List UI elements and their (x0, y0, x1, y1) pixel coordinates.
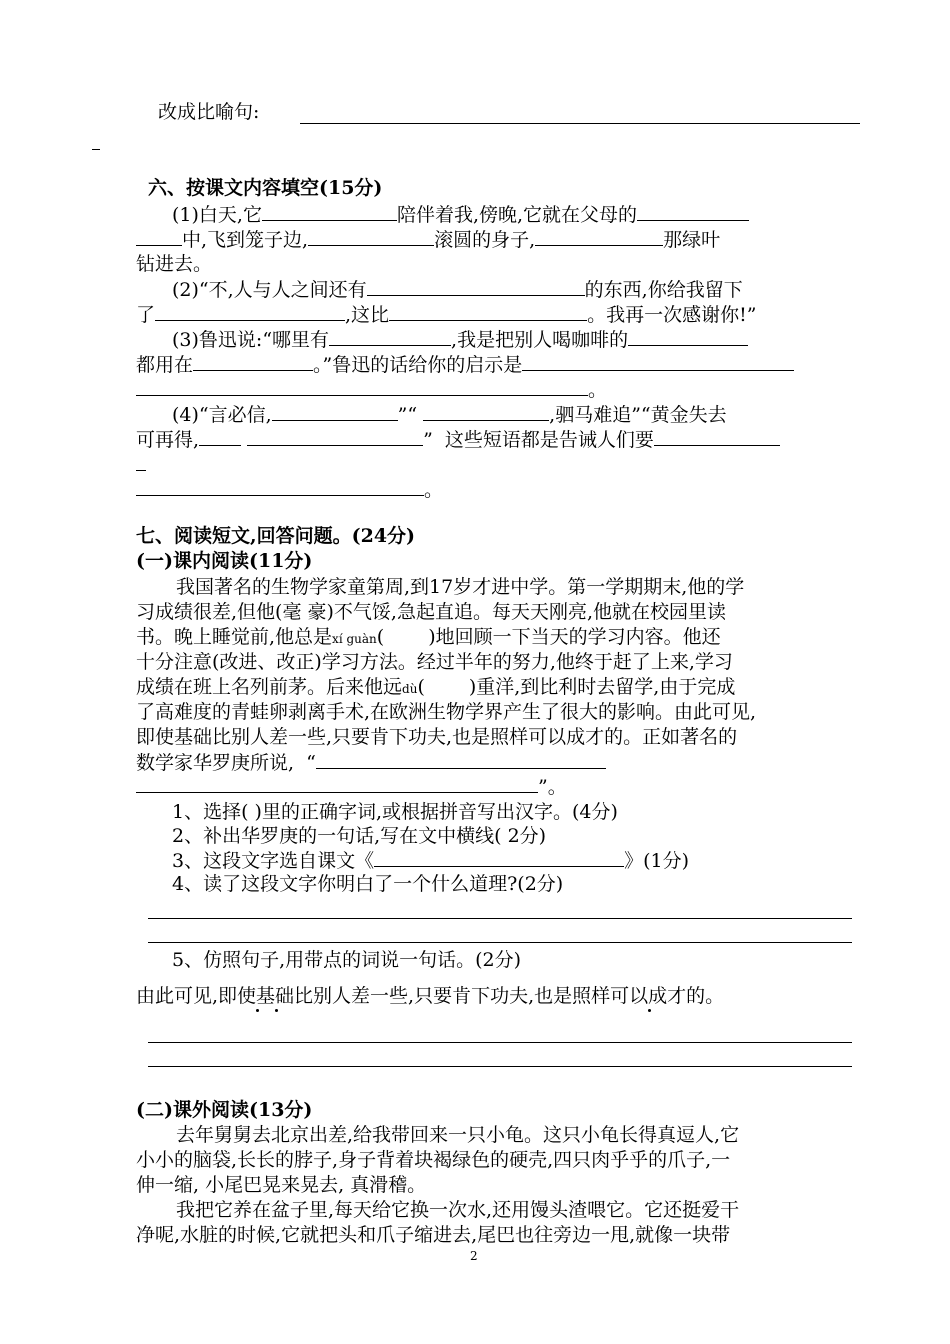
q1-line-1: (1)白天,它 陪伴着我,傍晚,它就在父母的 (172, 202, 749, 227)
passage-1-line-1: 我国著名的生物学家童第周,到17岁才进中学。第一学期期末,他的学 (176, 576, 745, 598)
passage-2-line-2: 小小的脑袋,长长的脖子,身子背着块褐绿色的硬壳,四只肉乎乎的爪子,一 (136, 1149, 731, 1171)
q1-blank-1[interactable] (262, 202, 397, 221)
answer-line-5a[interactable] (148, 1042, 852, 1043)
q4-line-1: (4)“言必信, ”“ ,驷马难追”“黄金失去 (172, 404, 727, 426)
emphasis-dot-ye (648, 1009, 651, 1012)
rewrite-simile-label: 改成比喻句: (158, 101, 260, 123)
question-5: 5、仿照句子,用带点的词说一句话。(2分) (172, 949, 522, 971)
passage-1-line-7: 即使基础比别人差一些,只要肯下功夫,也是照样可以成才的。正如著名的 (136, 726, 738, 748)
passage-1-line-5: 成绩在班上名列前茅。后来他远dù( )重洋,到比利时去留学,由于完成 (136, 676, 736, 698)
stray-underline (92, 149, 100, 150)
q4-blank-4[interactable] (247, 427, 423, 446)
q1-blank-3[interactable] (308, 227, 434, 246)
hua-luogeng-quote-blank-2[interactable] (136, 774, 538, 793)
question-2: 2、补出华罗庚的一句话,写在文中横线( 2分) (172, 825, 547, 847)
q4-blank-5[interactable] (654, 427, 780, 446)
answer-line-4a[interactable] (148, 918, 852, 919)
passage-2-line-5: 净呢,水脏的时候,它就把头和爪子缩进去,尾巴也往旁边一甩,就像一块带 (136, 1224, 731, 1246)
question-1: 1、选择( )里的正确字词,或根据拼音写出汉字。(4分) (172, 801, 618, 823)
lesson-title-blank[interactable] (374, 848, 624, 867)
q1-blank-4[interactable] (535, 227, 663, 246)
passage-1-line-6: 了高难度的青蛙卵剥离手术,在欧洲生物学界产生了很大的影响。由此可见, (136, 701, 757, 723)
q2-blank-1[interactable] (367, 277, 585, 296)
section-7-part-2-title: (二)课外阅读(13分) (136, 1099, 313, 1121)
q4-blank-1[interactable] (272, 402, 398, 421)
passage-1-line-8: 数学家华罗庚所说, “ (136, 750, 606, 775)
q2-blank-2[interactable] (155, 302, 345, 321)
q3-blank-4[interactable] (522, 352, 794, 371)
question-4: 4、读了这段文字你明白了一个什么道理?(2分) (172, 873, 564, 895)
passage-2-line-4: 我把它养在盆子里,每天给它换一次水,还用馒头渣喂它。它还挺爱干 (176, 1199, 740, 1221)
q4-line-4: 。 (136, 477, 443, 502)
emphasis-dot-shi (275, 1009, 278, 1012)
section-7-part-1-title: (一)课内阅读(11分) (136, 550, 313, 572)
stray-underline-2 (136, 470, 146, 471)
q4-line-2: 可再得, ” 这些短语都是告诫人们要 (136, 427, 780, 452)
emphasis-dot-ji (256, 1009, 259, 1012)
example-sentence: 由此可见,即使基础比别人差一些,只要肯下功夫,也是照样可以成才的。 (136, 985, 725, 1007)
q2-blank-3[interactable] (389, 302, 587, 321)
passage-1-line-3: 书。晚上睡觉前,他总是xí guàn( )地回顾一下当天的学习内容。他还 (136, 626, 721, 648)
q3-line-2: 都用在 。”鲁迅的话给你的启示是 (136, 352, 794, 377)
q4-blank-2[interactable] (423, 402, 549, 421)
q3-blank-5[interactable] (136, 377, 588, 396)
section-6-title: 六、按课文内容填空(15分) (148, 177, 383, 199)
page-number: 2 (470, 1249, 478, 1263)
q4-blank-3[interactable] (199, 427, 241, 446)
answer-line-4b[interactable] (148, 942, 852, 943)
q3-blank-3[interactable] (193, 352, 313, 371)
passage-1-line-4: 十分注意(改进、改正)学习方法。经过半年的努力,他终于赶了上来,学习 (136, 651, 733, 673)
section-7-title: 七、阅读短文,回答问题。(24分) (136, 525, 416, 547)
q1-line-2: 中,飞到笼子边, 滚圆的身子, 那绿叶 (136, 227, 720, 252)
passage-1-line-9: ”。 (136, 774, 567, 799)
q1-line-3: 钻进去。 (136, 253, 213, 275)
answer-line-5b[interactable] (148, 1066, 852, 1067)
question-3: 3、这段文字选自课文《 》(1分) (172, 850, 690, 872)
q4-blank-6[interactable] (136, 477, 424, 496)
rewrite-simile-blank[interactable] (300, 123, 860, 124)
q2-line-1: (2)“不,人与人之间还有 的东西,你给我留下 (172, 279, 743, 301)
q2-line-2: 了 ,这比 。我再一次感谢你!” (136, 304, 757, 326)
passage-1-line-2: 习成绩很差,但他(毫 豪)不气馁,急起直追。每天天刚亮,他就在校园里读 (136, 601, 726, 623)
q3-line-1: (3)鲁迅说:“哪里有 ,我是把别人喝咖啡的 (172, 327, 748, 352)
q1-blank-2[interactable] (637, 202, 749, 221)
q3-blank-1[interactable] (329, 327, 451, 346)
passage-2-line-1: 去年舅舅去北京出差,给我带回来一只小龟。这只小龟长得真逗人,它 (176, 1124, 740, 1146)
q3-blank-2[interactable] (628, 327, 748, 346)
pinyin-xiguan: xí guàn (332, 632, 377, 646)
hua-luogeng-quote-blank-1[interactable] (316, 750, 606, 769)
q3-line-3: 。 (136, 377, 607, 402)
passage-2-line-3: 伸一缩, 小尾巴晃来晃去, 真滑稽。 (136, 1174, 427, 1196)
q1-blank-2b[interactable] (136, 227, 182, 246)
pinyin-du: dù (402, 682, 418, 696)
